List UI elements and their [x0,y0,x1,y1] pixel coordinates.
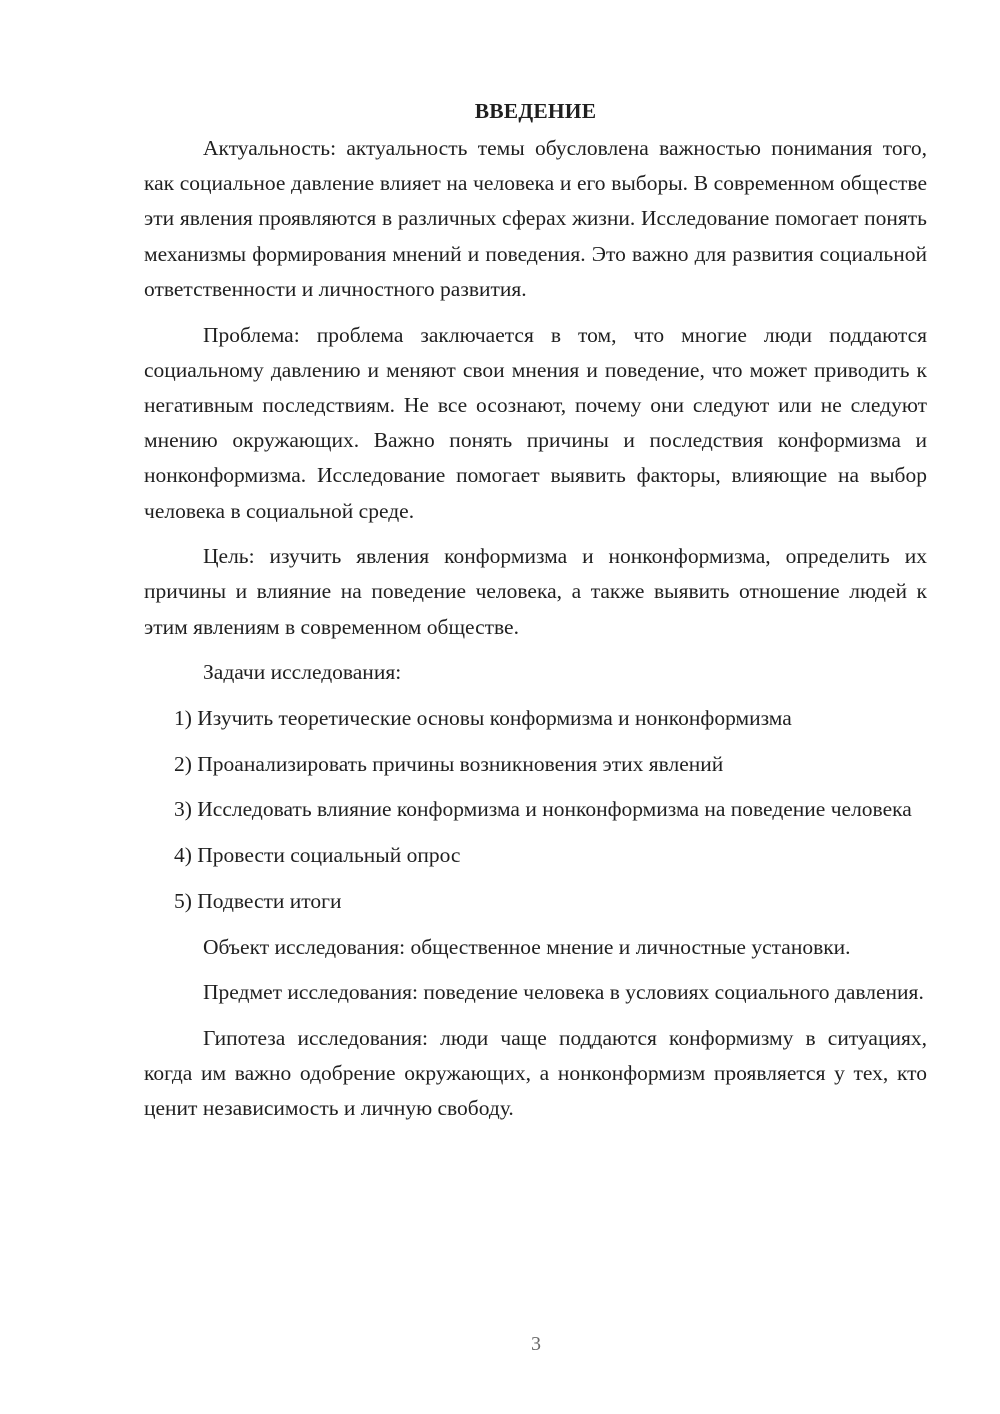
paragraph-subject: Предмет исследования: поведение человека в условиях социального давления. [203,980,924,1005]
task-item-3: 3) Исследовать влияние конформизма и нонконформизма на поведение человека [174,797,912,822]
task-item-2: 2) Проанализировать причины возникновения этих явлений [174,751,724,776]
spacer [144,529,927,540]
spacer [144,307,927,318]
paragraph-relevance: Актуальность: актуальность темы обусловлена важностью понимания того, как социальное давление влияет на человека и его выборы. В современном обществе эти явления проявляются в различных сферах жизни. Исследование помогает понять механизмы формирования мнений и поведения. Это важно для развития социальной ответственности и личностного развития. [144,136,927,301]
spacer [144,736,927,747]
page-title: ВВЕДЕНИЕ [474,99,597,123]
spacer [144,645,927,656]
spacer [144,919,927,930]
spacer [144,691,927,702]
spacer [144,965,927,976]
tasks-heading: Задачи исследования: [203,660,402,685]
page-content [144,94,927,1127]
paragraph-goal: Цель: изучить явления конформизма и нонконформизма, определить их причины и влияние на поведение человека, а также выявить отношение людей к этим явлениям в современном обществе. [144,544,927,639]
task-item-4: 4) Провести социальный опрос [174,843,461,868]
task-item-1: 1) Изучить теоретические основы конформизма и нонконформизма [174,706,792,731]
spacer [144,1010,927,1021]
spacer [144,782,927,793]
paragraph-object: Объект исследования: общественное мнение и личностные установки. [203,934,851,959]
spacer [144,873,927,884]
paragraph-hypothesis: Гипотеза исследования: люди чаще поддаются конформизму в ситуациях, когда им важно одобрение окружающих, а нонконформизм проявляется у тех, кто ценит независимость и личную свободу. [144,1025,927,1121]
paragraph-problem: Проблема: проблема заключается в том, что многие люди поддаются социальному давлению и меняют свои мнения и поведение, что может приводить к негативным последствиям. Не все осознают, почему они следуют или не следуют мнению окружающих. Важно понять причины и последствия конформизма и нонконформизма. Исследование помогает выявить факторы, влияющие на выбор человека в социальной среде. [144,322,927,523]
spacer [144,828,927,839]
task-item-5: 5) Подвести итоги [174,888,342,913]
page-number: 3 [531,1333,541,1355]
